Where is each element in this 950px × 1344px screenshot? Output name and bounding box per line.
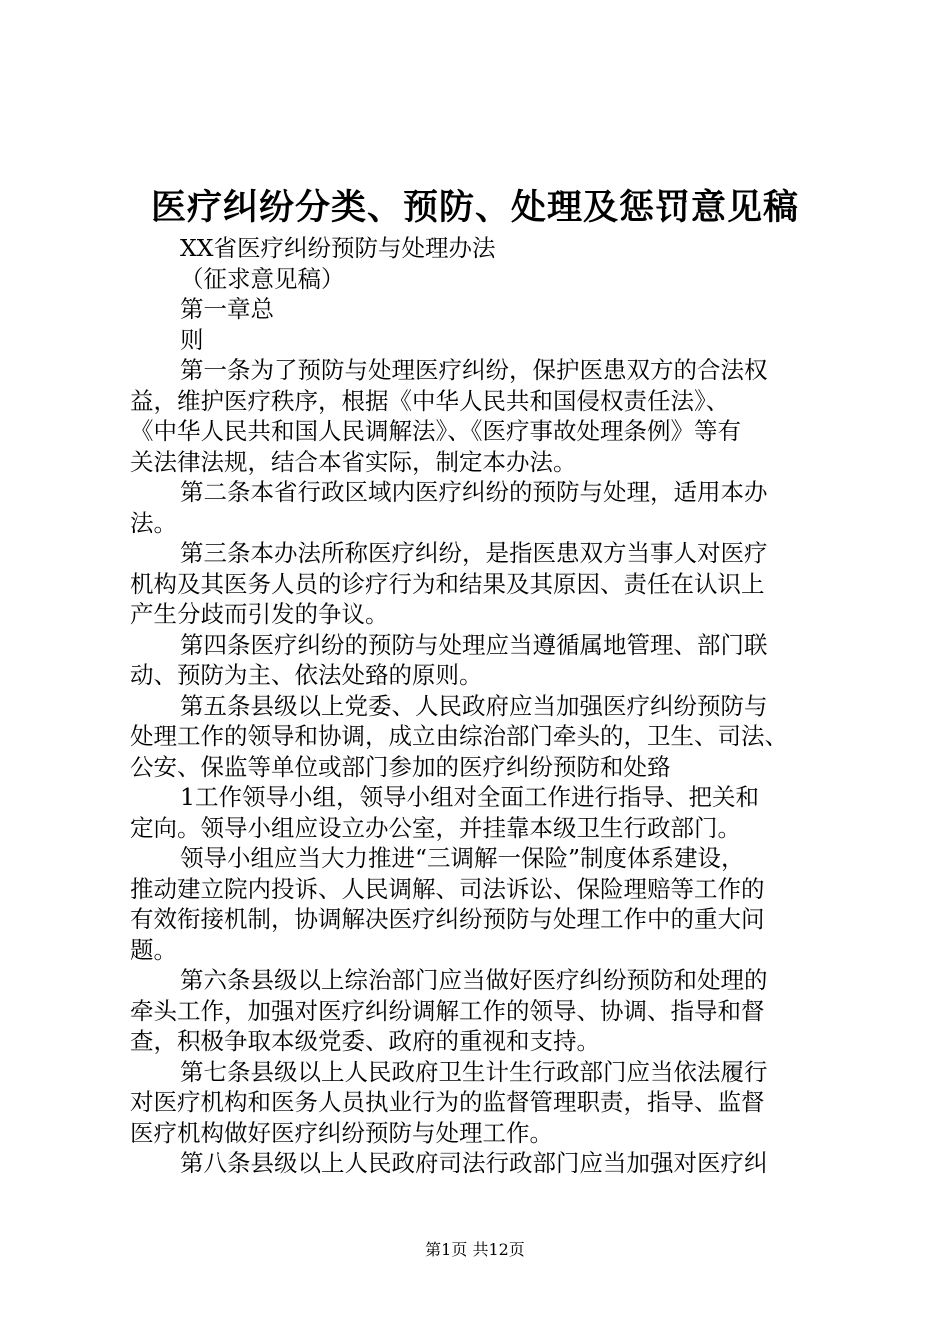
doc-line: 产生分歧而引发的争议。 — [130, 600, 389, 628]
doc-line: 第二条本省行政区域内医疗纠纷的预防与处理，适用本办 — [180, 478, 768, 506]
doc-line: XX省医疗纠纷预防与处理办法 — [180, 234, 496, 262]
doc-line: 第五条县级以上党委、人民政府应当加强医疗纠纷预防与 — [180, 691, 768, 720]
doc-line: 益，维护医疗秩序，根据《中华人民共和国侵权责任法》、 — [130, 386, 730, 415]
doc-line: 推动建立院内投诉、人民调解、司法诉讼、保险理赔等工作的 — [130, 874, 765, 903]
doc-line: 第三条本办法所称医疗纠纷，是指医患双方当事人对医疗 — [180, 539, 768, 567]
page-number-footer: 第1页 共12页 — [425, 1240, 525, 1259]
doc-line: 动、预防为主、依法处臵的原则。 — [130, 661, 483, 689]
doc-line: 查，积极争取本级党委、政府的重视和支持。 — [130, 1027, 600, 1055]
doc-line: 有效衔接机制，协调解决医疗纠纷预防与处理工作中的重大问 — [130, 905, 765, 933]
doc-line: 第一条为了预防与处理医疗纠纷，保护医患双方的合法权 — [180, 356, 768, 384]
doc-line: 第七条县级以上人民政府卫生计生行政部门应当依法履行 — [180, 1057, 768, 1086]
doc-line: 公安、保监等单位或部门参加的医疗纠纷预防和处臵 — [130, 752, 671, 781]
doc-line: 医疗机构做好医疗纠纷预防与处理工作。 — [130, 1118, 553, 1147]
doc-line: 处理工作的领导和协调，成立由综治部门牵头的，卫生、司法、 — [130, 722, 788, 750]
document-title: 医疗纠纷分类、预防、处理及惩罚意见稿 — [150, 187, 799, 228]
doc-line: 第八条县级以上人民政府司法行政部门应当加强对医疗纠 — [180, 1149, 768, 1177]
doc-line: 关法律法规，结合本省实际，制定本办法。 — [130, 447, 577, 476]
doc-line: 《中华人民共和国人民调解法》、《医疗事故处理条例》等有 — [130, 417, 741, 445]
doc-line: 法。 — [130, 508, 177, 537]
doc-line: 第四条医疗纠纷的预防与处理应当遵循属地管理、部门联 — [180, 630, 768, 659]
document-body — [130, 233, 830, 1179]
doc-line: 对医疗机构和医务人员执业行为的监督管理职责，指导、监督 — [130, 1088, 765, 1116]
doc-line: 第六条县级以上综治部门应当做好医疗纠纷预防和处理的 — [180, 966, 768, 994]
doc-line: 机构及其医务人员的诊疗行为和结果及其原因、责任在认识上 — [130, 569, 765, 598]
doc-line: 第一章总 — [180, 295, 274, 323]
doc-line: （征求意见稿） — [180, 264, 345, 293]
doc-line: 定向。领导小组应设立办公室，并挂靠本级卫生行政部门。 — [130, 813, 741, 842]
doc-line: 领导小组应当大力推进“三调解一保险”制度体系建设， — [180, 844, 745, 872]
doc-line: 牵头工作，加强对医疗纠纷调解工作的领导、协调、指导和督 — [130, 996, 765, 1025]
doc-line: 题。 — [130, 935, 177, 964]
doc-line: 则 — [180, 325, 204, 354]
doc-line: 1工作领导小组，领导小组对全面工作进行指导、把关和 — [180, 783, 759, 811]
